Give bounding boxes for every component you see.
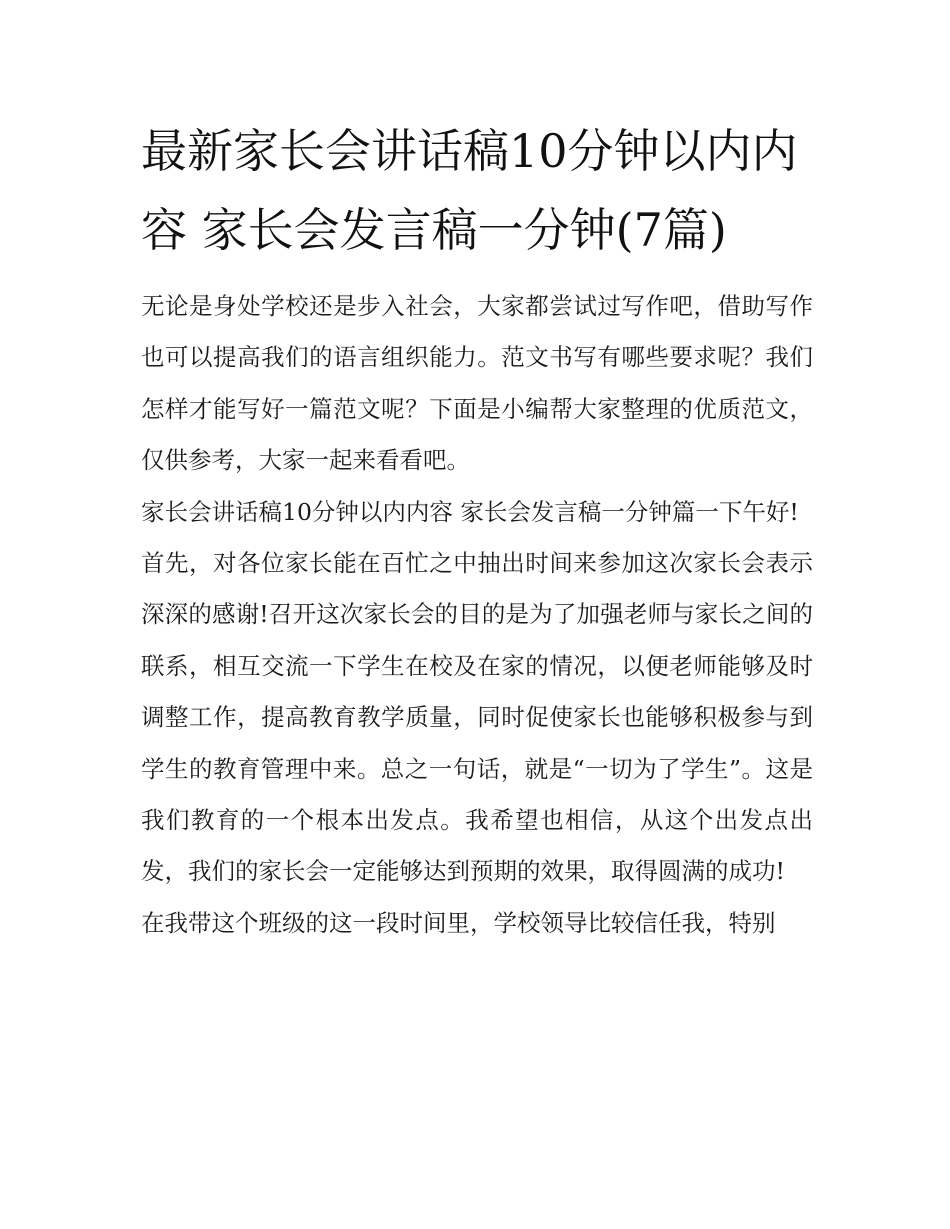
document-title: 最新家长会讲话稿10分钟以内内容 家长会发言稿一分钟(7篇) <box>141 124 798 257</box>
document-page <box>141 112 813 949</box>
document-body <box>141 281 813 949</box>
section-heading-paragraph: 家长会讲话稿10分钟以内内容 家长会发言稿一分钟篇一下午好! <box>141 497 799 526</box>
body-paragraph: 首先，对各位家长能在百忙之中抽出时间来参加这次家长会表示深深的感谢!召开这次家长会的目的是为了加强老师与家长之间的联系，相互交流一下学生在校及在家的情况，以便老师能够及时调整工作，提高教育教学质量，同时促使家长也能够积极参与到学生的教育管理中来。总之一句话，就是“一切为了学生”。这是我们教育的一个根本出发点。我希望也相信，从这个出发点出发，我们的家长会一定能够达到预期的效果，取得圆满的成功! <box>141 549 813 886</box>
body-paragraph-continued: 在我带这个班级的这一段时间里，学校领导比较信任我，特别 <box>141 908 776 937</box>
intro-paragraph: 无论是身处学校还是步入社会，大家都尝试过写作吧，借助写作也可以提高我们的语言组织能力。范文书写有哪些要求呢？我们怎样才能写好一篇范文呢？下面是小编帮大家整理的优质范文，仅供参考，大家一起来看看吧。 <box>141 292 813 475</box>
